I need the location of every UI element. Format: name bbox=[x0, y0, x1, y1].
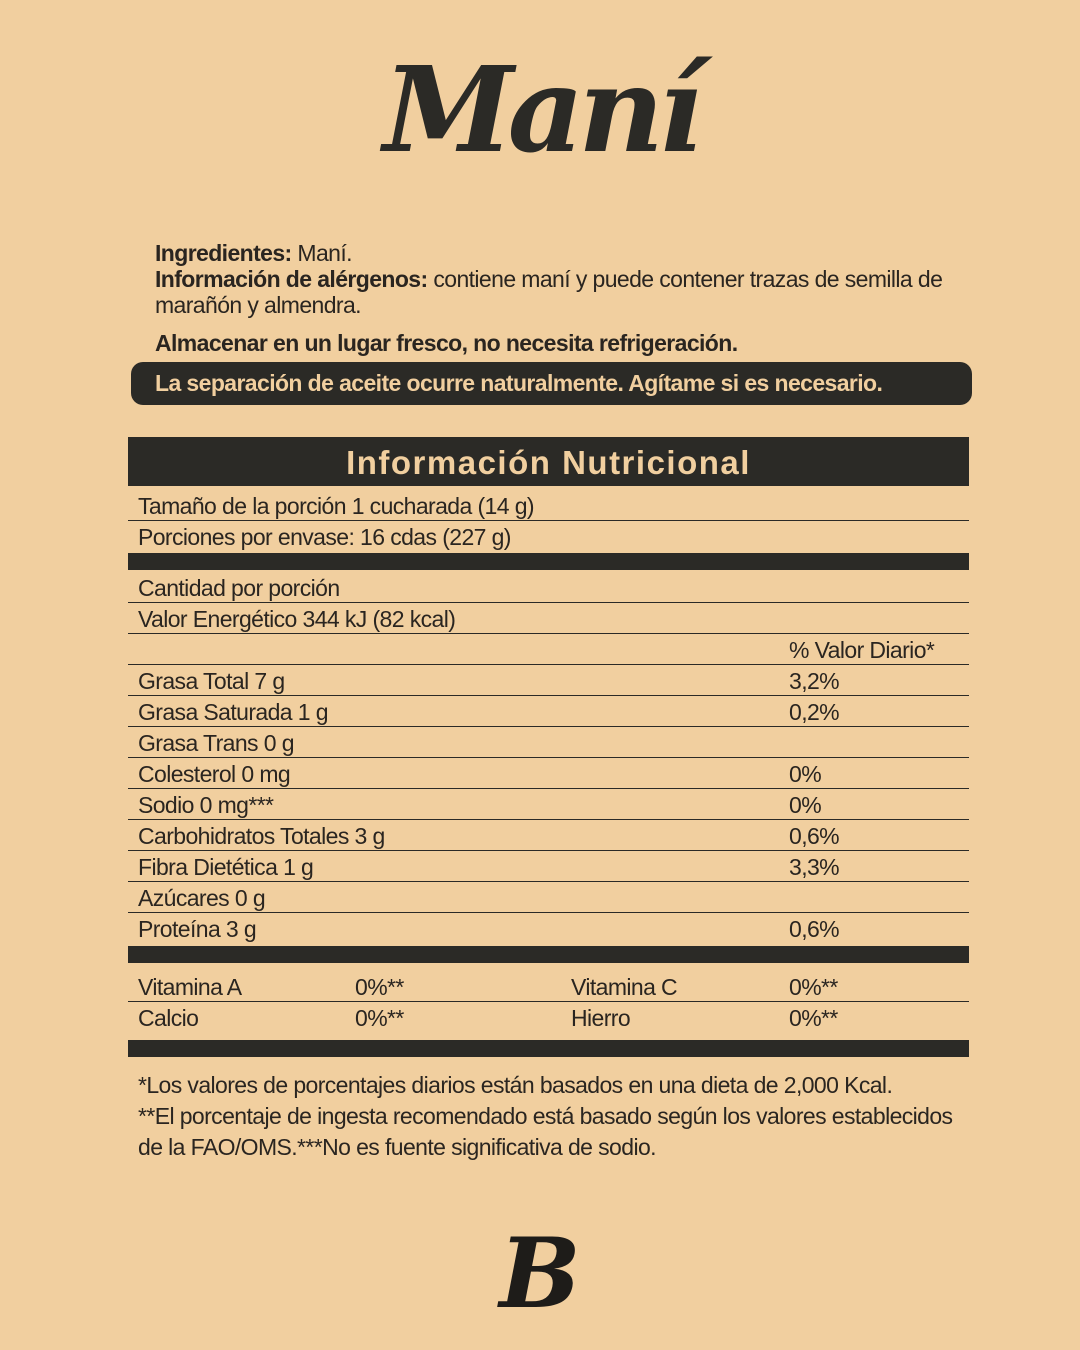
nutrition-title: Información Nutricional bbox=[128, 437, 969, 486]
nutrition-table bbox=[128, 437, 969, 1057]
nutrient-name: Carbohidratos Totales 3 g bbox=[138, 823, 385, 849]
nutrient-dv: 3,3% bbox=[789, 854, 840, 880]
divider-bar bbox=[128, 553, 969, 570]
nutrient-row bbox=[128, 696, 969, 727]
vitamin-name: Hierro bbox=[571, 1005, 631, 1031]
footnote-daily-values: *Los valores de porcentajes diarios están basados en una dieta de 2,000 Kcal. bbox=[138, 1072, 893, 1098]
oil-separation-notice: La separación de aceite ocurre naturalmente. Agítame si es necesario. bbox=[131, 362, 972, 405]
nutrient-dv: 0,6% bbox=[789, 916, 840, 942]
nutrient-dv: 0,2% bbox=[789, 699, 840, 725]
dv-header-row bbox=[128, 634, 969, 665]
serving-size-row bbox=[128, 490, 969, 521]
vitamin-name: Vitamina C bbox=[571, 974, 678, 1000]
brand-logo-icon bbox=[490, 1215, 590, 1325]
divider-bar bbox=[128, 1040, 969, 1057]
nutrient-name: Grasa Trans 0 g bbox=[138, 730, 294, 756]
product-title: Maní bbox=[383, 40, 697, 179]
divider-bar bbox=[128, 946, 969, 963]
vitamin-row bbox=[128, 971, 969, 1002]
storage-note: Almacenar en un lugar fresco, no necesita refrigeración. bbox=[155, 330, 738, 356]
nutrient-name: Proteína 3 g bbox=[138, 916, 257, 942]
vitamin-dv: 0%** bbox=[355, 1005, 404, 1031]
energy-row bbox=[128, 603, 969, 634]
nutrient-row bbox=[128, 913, 969, 943]
servings-row bbox=[128, 521, 969, 551]
vitamin-dv: 0%** bbox=[789, 974, 838, 1000]
footnote-fao: **El porcentaje de ingesta recomendado está basado según los valores establecidos de la FAO/OMS.***No es fuente significativa de sodio. bbox=[138, 1103, 953, 1160]
energy-value: Valor Energético 344 kJ (82 kcal) bbox=[138, 606, 456, 632]
nutrient-dv: 0,6% bbox=[789, 823, 840, 849]
vitamin-dv: 0%** bbox=[355, 974, 404, 1000]
nutrient-dv: 0% bbox=[789, 792, 822, 818]
allergens-value: contiene maní y puede contener trazas de semilla de marañón y almendra. bbox=[155, 266, 943, 318]
nutrient-row bbox=[128, 727, 969, 758]
footnotes bbox=[138, 1070, 968, 1163]
nutrient-name: Fibra Dietética 1 g bbox=[138, 854, 314, 880]
ingredients-value: Maní. bbox=[291, 240, 352, 266]
vitamin-row bbox=[128, 1002, 969, 1032]
nutrient-row bbox=[128, 882, 969, 913]
nutrient-row bbox=[128, 851, 969, 882]
nutrient-dv: 0% bbox=[789, 761, 822, 787]
nutrient-row bbox=[128, 758, 969, 789]
ingredients-label: Ingredientes: bbox=[155, 240, 292, 266]
allergens-label: Información de alérgenos: bbox=[155, 266, 428, 292]
nutrient-name: Azúcares 0 g bbox=[138, 885, 266, 911]
svg-text:B: B bbox=[499, 1217, 581, 1325]
dv-header: % Valor Diario* bbox=[789, 637, 935, 663]
serving-size: Tamaño de la porción 1 cucharada (14 g) bbox=[138, 493, 534, 519]
ingredients-line bbox=[155, 240, 955, 266]
nutrient-row bbox=[128, 665, 969, 696]
nutrient-name: Colesterol 0 mg bbox=[138, 761, 291, 787]
nutrient-name: Grasa Saturada 1 g bbox=[138, 699, 328, 725]
nutrient-name: Grasa Total 7 g bbox=[138, 668, 285, 694]
brand-logo bbox=[490, 1215, 590, 1348]
amount-row bbox=[128, 572, 969, 603]
allergens-line bbox=[155, 266, 955, 318]
amount-per-serving: Cantidad por porción bbox=[138, 575, 340, 601]
vitamin-name: Calcio bbox=[138, 1005, 199, 1031]
vitamin-name: Vitamina A bbox=[138, 974, 242, 1000]
servings-per-container: Porciones por envase: 16 cdas (227 g) bbox=[138, 524, 511, 550]
nutrient-row bbox=[128, 820, 969, 851]
vitamin-dv: 0%** bbox=[789, 1005, 838, 1031]
nutrient-name: Sodio 0 mg*** bbox=[138, 792, 274, 818]
nutrient-dv: 3,2% bbox=[789, 668, 840, 694]
nutrient-row bbox=[128, 789, 969, 820]
